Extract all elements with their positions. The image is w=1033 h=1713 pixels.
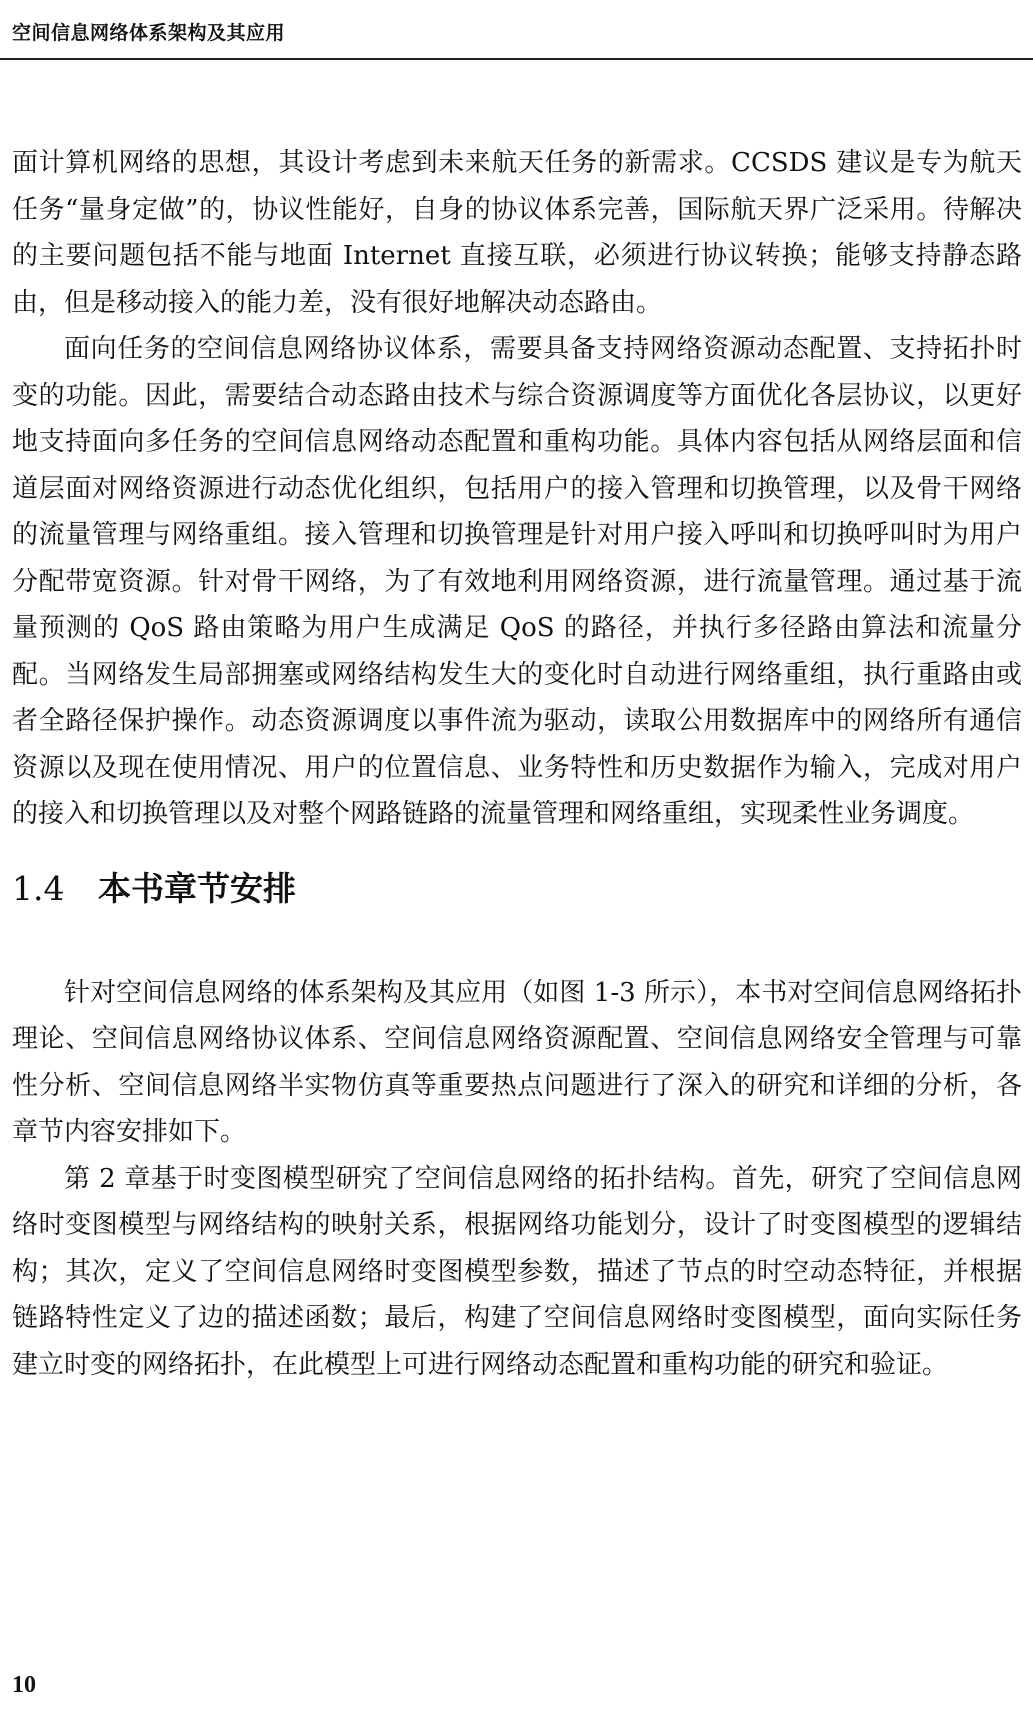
paragraph-continued: 面计算机网络的思想，其设计考虑到未来航天任务的新需求。CCSDS 建议是专为航天任务“量身定做”的，协议性能好，自身的协议体系完善，国际航天界广泛采用。待解决的主要问题包括不能与地面 Internet 直接互联，必须进行协议转换；能够支持静态路由，但是移动接入的能力差，没有很好地解决动态路由。 (12, 148, 1022, 318)
section-number: 1.4 (12, 868, 65, 908)
paragraph-protocol-system: 面向任务的空间信息网络协议体系，需要具备支持网络资源动态配置、支持拓扑时变的功能。因此，需要结合动态路由技术与综合资源调度等方面优化各层协议，以更好地支持面向多任务的空间信息网络动态配置和重构功能。具体内容包括从网络层面和信道层面对网络资源进行动态优化组织，包括用户的接入管理和切换管理，以及骨干网络的流量管理与网络重组。接入管理和切换管理是针对用户接入呼叫和切换呼叫时为用户分配带宽资源。针对骨干网络，为了有效地利用网络资源，进行流量管理。通过基于流量预测的 QoS 路由策略为用户生成满足 QoS 的路径，并执行多径路由算法和流量分配。当网络发生局部拥塞或网络结构发生大的变化时自动进行网络重组，执行重路由或者全路径保护操作。动态资源调度以事件流为驱动，读取公用数据库中的网络所有通信资源以及现在使用情况、用户的位置信息、业务特性和历史数据作为输入，完成对用户的接入和切换管理以及对整个网路链路的流量管理和网络重组，实现柔性业务调度。 (12, 334, 1022, 829)
paragraph-chapter-2: 第 2 章基于时变图模型研究了空间信息网络的拓扑结构。首先，研究了空间信息网络时变图模型与网络结构的映射关系，根据网络功能划分，设计了时变图模型的逻辑结构；其次，定义了空间信息网络时变图模型参数，描述了节点的时空动态特征，并根据链路特性定义了边的描述函数；最后，构建了空间信息网络时变图模型，面向实际任务建立时变的网络拓扑，在此模型上可进行网络动态配置和重构功能的研究和验证。 (12, 1163, 1022, 1380)
paragraph-chapter-overview: 针对空间信息网络的体系架构及其应用（如图 1-3 所示），本书对空间信息网络拓扑理论、空间信息网络协议体系、空间信息网络资源配置、空间信息网络安全管理与可靠性分析、空间信息网络半实物仿真等重要热点问题进行了深入的研究和详细的分析，各章节内容安排如下。 (12, 977, 1022, 1147)
running-header-title: 空间信息网络体系架构及其应用 (12, 22, 286, 44)
page-content (12, 140, 1022, 1388)
section-heading (12, 864, 1022, 914)
header-divider (0, 58, 1033, 60)
section-title: 本书章节安排 (98, 868, 296, 908)
page-number: 10 (12, 1672, 36, 1698)
